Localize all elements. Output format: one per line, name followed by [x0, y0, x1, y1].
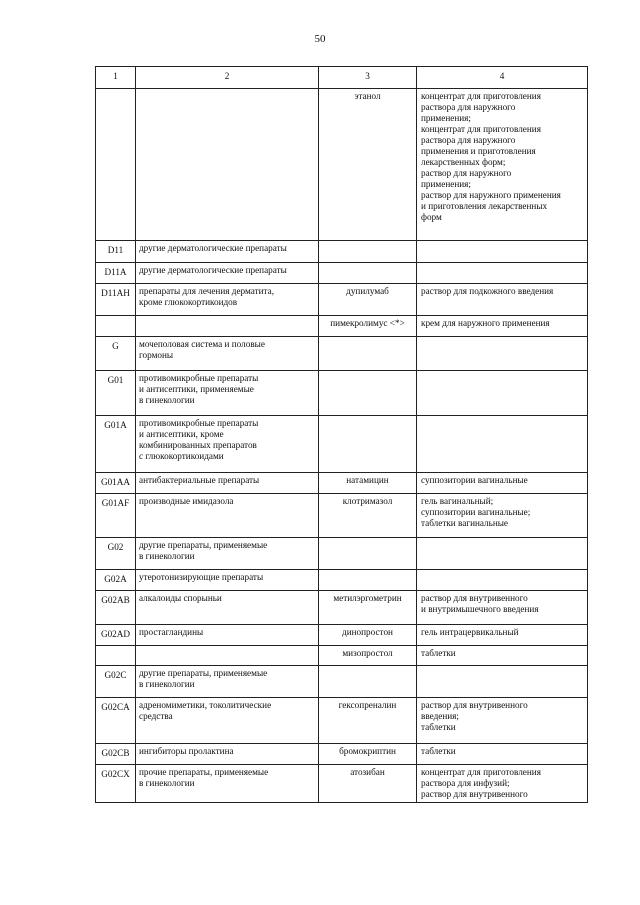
cell-drug [319, 263, 417, 284]
cell-code: G02 [96, 538, 136, 570]
cell-form [417, 241, 588, 263]
cell-code: G01A [96, 416, 136, 473]
table-row [96, 591, 588, 625]
cell-code: D11AH [96, 284, 136, 316]
cell-name: препараты для лечения дерматита, кроме глюкокортикоидов [136, 284, 319, 316]
cell-code: G02C [96, 666, 136, 698]
table-row [96, 284, 588, 316]
table-row [96, 666, 588, 698]
cell-form: гель вагинальный; суппозитории вагинальные; таблетки вагинальные [417, 494, 588, 538]
cell-code: G01 [96, 371, 136, 416]
cell-name: производные имидазола [136, 494, 319, 538]
cell-name [136, 316, 319, 337]
cell-name: другие препараты, применяемые в гинекологии [136, 538, 319, 570]
cell-form [417, 337, 588, 371]
table-row [96, 316, 588, 337]
cell-drug: динопростон [319, 625, 417, 646]
cell-drug [319, 416, 417, 473]
cell-drug: атозибан [319, 765, 417, 803]
cell-form [417, 263, 588, 284]
table-row [96, 371, 588, 416]
cell-name [136, 89, 319, 241]
cell-name: мочеполовая система и половые гормоны [136, 337, 319, 371]
table-row [96, 744, 588, 765]
cell-name: адреномиметики, токолитические средства [136, 698, 319, 744]
cell-code: G01AF [96, 494, 136, 538]
cell-code: G01AA [96, 473, 136, 494]
cell-drug: клотримазол [319, 494, 417, 538]
table-row [96, 625, 588, 646]
cell-drug [319, 570, 417, 591]
drug-table [95, 66, 588, 803]
header-col-2: 2 [136, 67, 319, 89]
cell-drug: мизопростол [319, 646, 417, 666]
cell-form: гель интрацервикальный [417, 625, 588, 646]
table-body [96, 67, 588, 803]
cell-code: D11A [96, 263, 136, 284]
table-row [96, 494, 588, 538]
cell-drug: пимекролимус <*> [319, 316, 417, 337]
cell-form: концентрат для приготовления раствора для инфузий; раствор для внутривенного [417, 765, 588, 803]
cell-drug [319, 538, 417, 570]
cell-form [417, 570, 588, 591]
page-number: 50 [314, 33, 326, 45]
table-row [96, 473, 588, 494]
table-row [96, 698, 588, 744]
cell-form: таблетки [417, 646, 588, 666]
cell-form: концентрат для приготовления раствора для наружного применения; концентрат для приготовления раствора для наружного применения и приготовления лекарственных форм; раствор для наружного применения; раствор для наружного применения и приготовления лекарственных форм [417, 89, 588, 241]
cell-drug [319, 371, 417, 416]
cell-drug [319, 666, 417, 698]
cell-name: прочие препараты, применяемые в гинекологии [136, 765, 319, 803]
table-row [96, 570, 588, 591]
cell-code: D11 [96, 241, 136, 263]
cell-code: G02AD [96, 625, 136, 646]
cell-form: раствор для подкожного введения [417, 284, 588, 316]
table-row [96, 416, 588, 473]
cell-code: G02CX [96, 765, 136, 803]
table-row [96, 89, 588, 241]
cell-form: раствор для внутривенного введения; таблетки [417, 698, 588, 744]
cell-name: ингибиторы пролактина [136, 744, 319, 765]
cell-form: суппозитории вагинальные [417, 473, 588, 494]
table-row [96, 337, 588, 371]
header-col-3: 3 [319, 67, 417, 89]
cell-drug: дупилумаб [319, 284, 417, 316]
cell-name: другие дерматологические препараты [136, 263, 319, 284]
cell-form [417, 666, 588, 698]
cell-form [417, 538, 588, 570]
table-header-row [96, 67, 588, 89]
header-col-4: 4 [417, 67, 588, 89]
cell-code [96, 646, 136, 666]
cell-form: таблетки [417, 744, 588, 765]
cell-name: другие дерматологические препараты [136, 241, 319, 263]
cell-code [96, 89, 136, 241]
cell-code: G02CB [96, 744, 136, 765]
cell-drug: метилэргометрин [319, 591, 417, 625]
cell-code: G02CA [96, 698, 136, 744]
cell-name: алкалоиды спорыньи [136, 591, 319, 625]
cell-name: другие препараты, применяемые в гинекологии [136, 666, 319, 698]
cell-drug [319, 241, 417, 263]
cell-name: утеротонизирующие препараты [136, 570, 319, 591]
cell-code [96, 316, 136, 337]
table-row [96, 241, 588, 263]
cell-name: простагландины [136, 625, 319, 646]
cell-code: G02A [96, 570, 136, 591]
cell-name: противомикробные препараты и антисептики, кроме комбинированных препаратов с глюкокортикоидами [136, 416, 319, 473]
cell-drug: этанол [319, 89, 417, 241]
cell-code: G02AB [96, 591, 136, 625]
table-row [96, 263, 588, 284]
cell-drug: гексопреналин [319, 698, 417, 744]
cell-name [136, 646, 319, 666]
cell-drug [319, 337, 417, 371]
cell-form [417, 371, 588, 416]
cell-drug: бромокриптин [319, 744, 417, 765]
cell-name: антибактериальные препараты [136, 473, 319, 494]
cell-form [417, 416, 588, 473]
cell-name: противомикробные препараты и антисептики, применяемые в гинекологии [136, 371, 319, 416]
table-row [96, 646, 588, 666]
table-row [96, 765, 588, 803]
header-col-1: 1 [96, 67, 136, 89]
cell-form: раствор для внутривенного и внутримышечного введения [417, 591, 588, 625]
cell-drug: натамицин [319, 473, 417, 494]
cell-form: крем для наружного применения [417, 316, 588, 337]
cell-code: G [96, 337, 136, 371]
table-row [96, 538, 588, 570]
